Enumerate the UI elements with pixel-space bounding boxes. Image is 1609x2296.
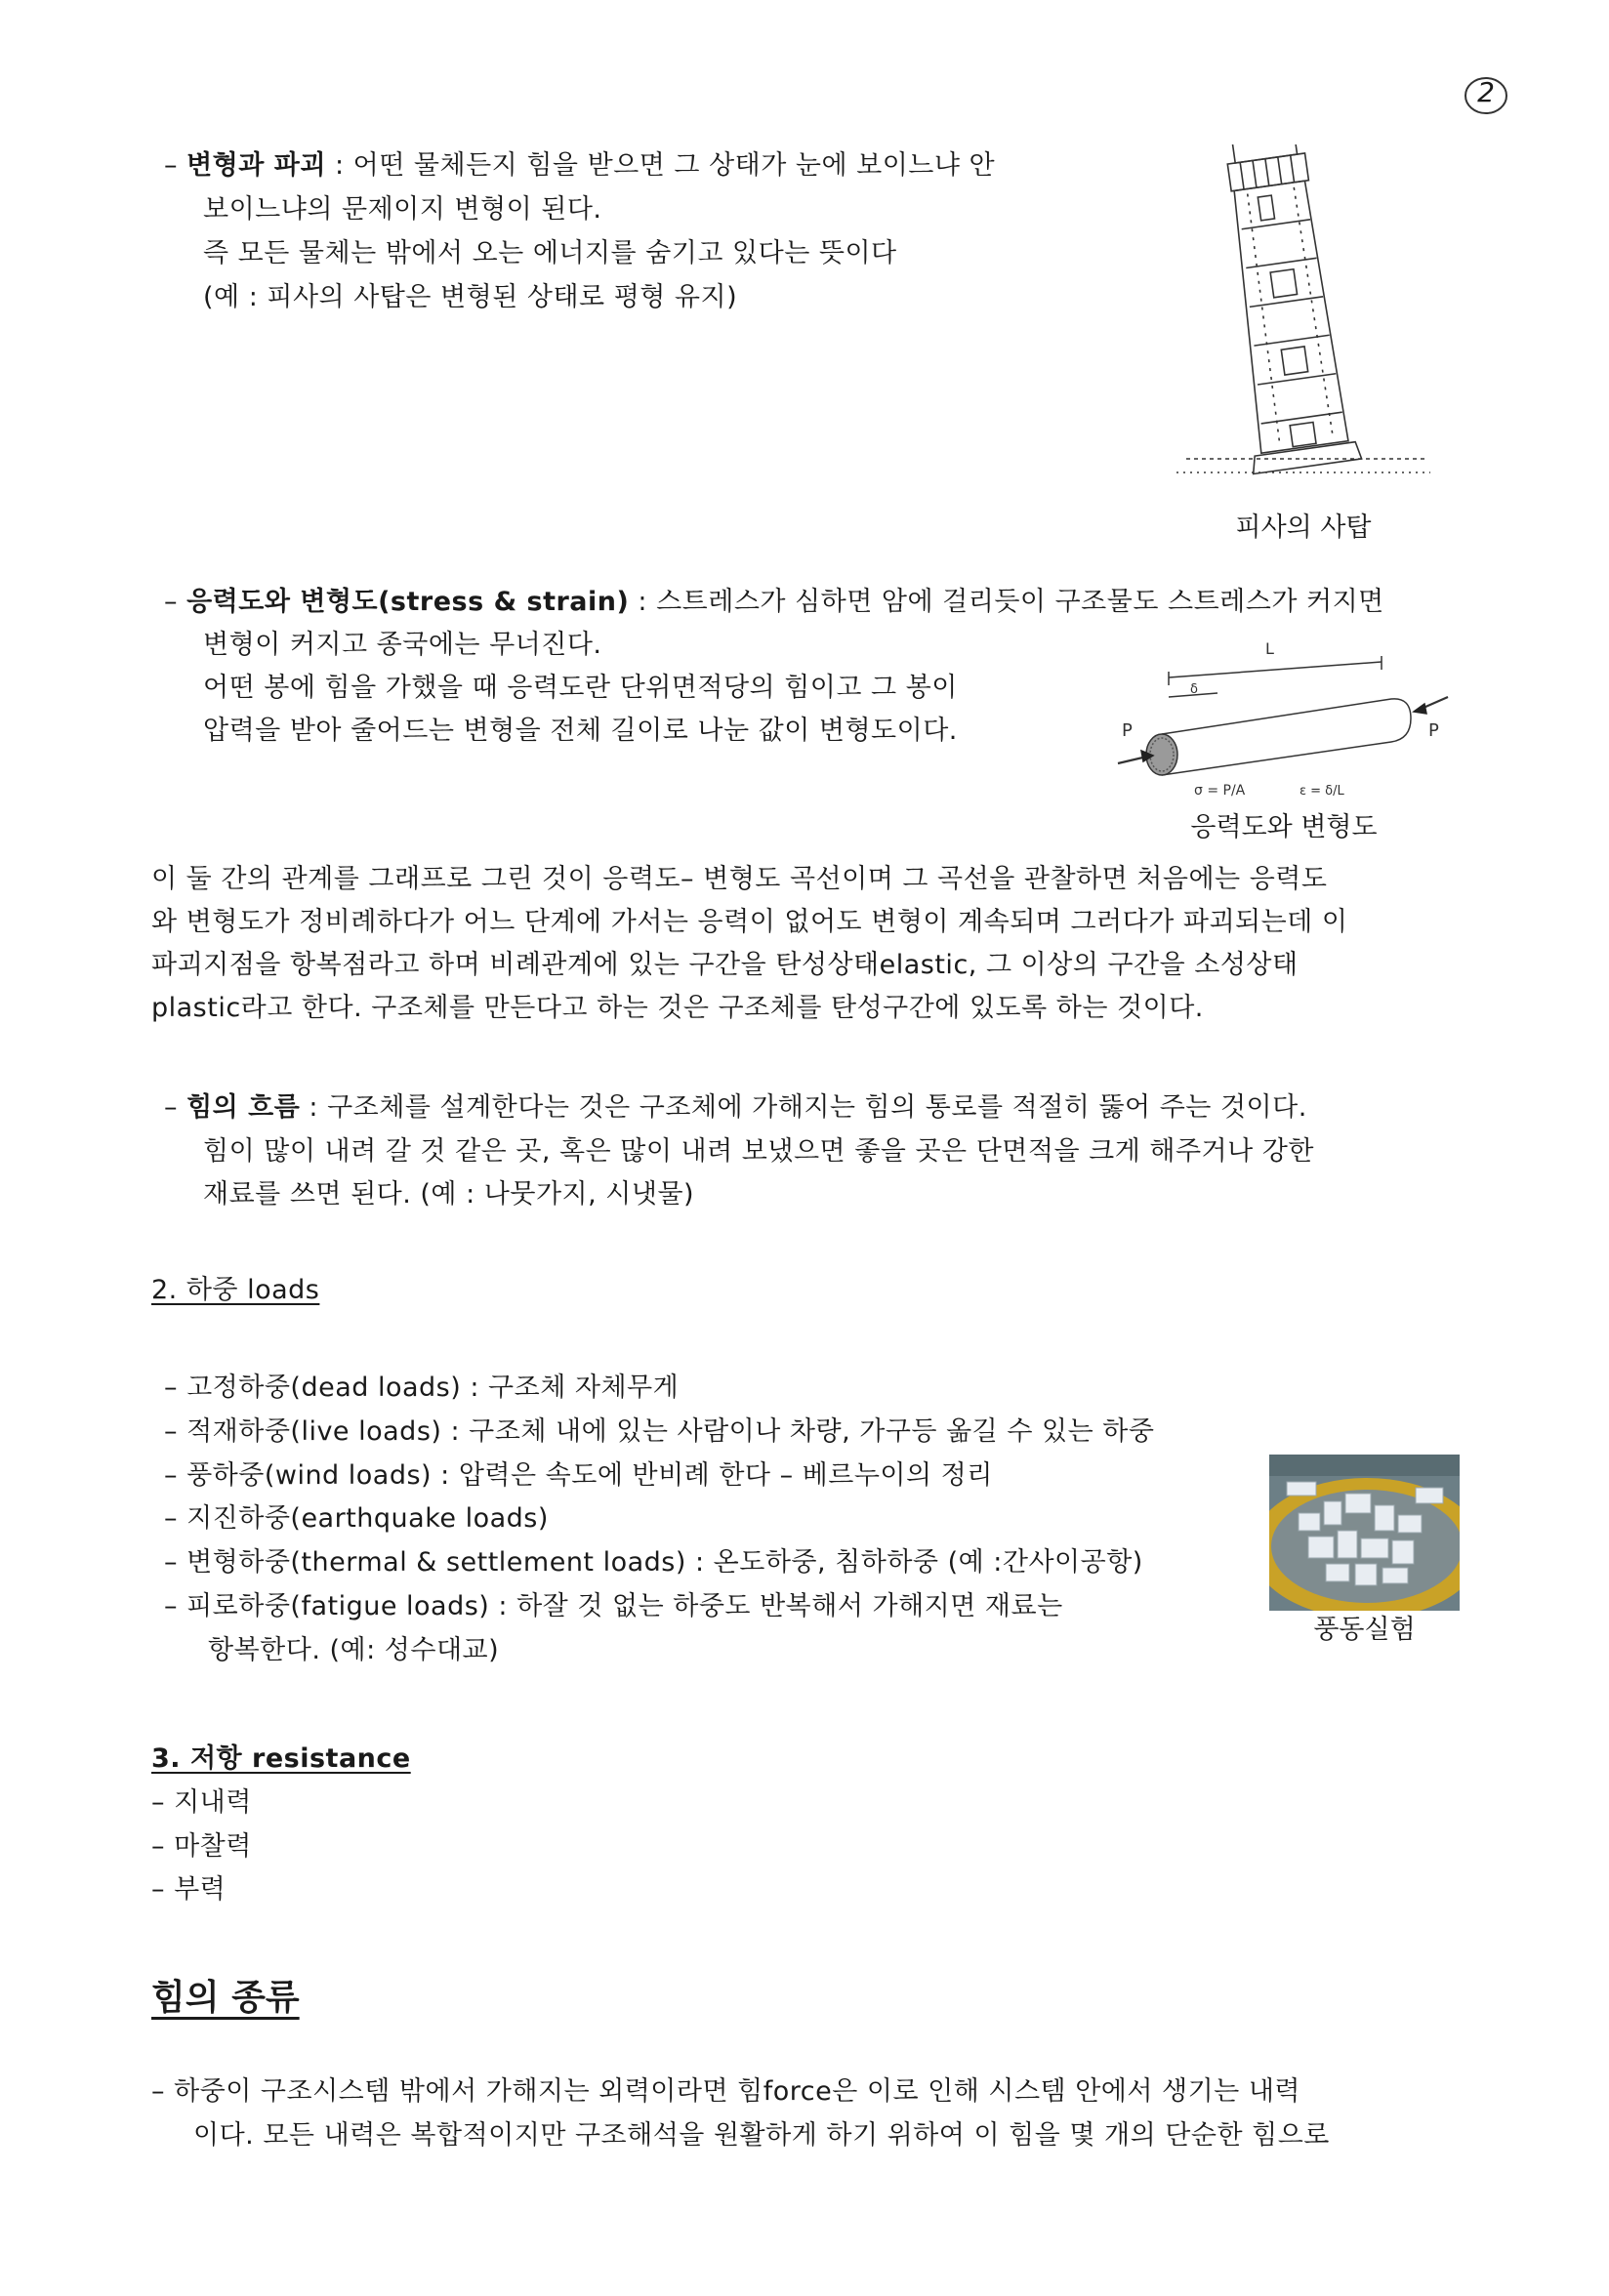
deformation-line-3: 즉 모든 물체는 밖에서 오는 에너지를 숨기고 있다는 뜻이다 [203,238,897,268]
force-flow-line-1-text: : 구조체를 설계한다는 것은 구조체에 가해지는 힘의 통로를 적절히 뚫어 주는 것이다. [300,1092,1307,1123]
force-types-heading: 힘의 종류 [151,1978,300,2018]
load-item: – 지진하중(earthquake loads) [164,1503,549,1534]
deformation-line-1 [164,144,995,187]
rod-outline [1162,699,1411,775]
loads-heading: 2. 하중 loads [151,1275,320,1305]
stress-title: 응력도와 변형도 [186,587,379,617]
bullet: – [164,150,178,181]
stress-title-paren: (stress & strain) [378,587,630,617]
wind-tunnel-model-image [1269,1455,1460,1611]
stress-strain-diagram [1108,636,1460,807]
stress-line-2: 변형이 커지고 종국에는 무너진다. [203,630,602,660]
pisa-tower-figure [1176,144,1435,515]
formula-stress: σ = P/A [1194,783,1246,799]
curve-paragraph-line-1: 이 둘 간의 관계를 그래프로 그린 것이 응력도– 변형도 곡선이며 그 곡선을 관찰하면 처음에는 응력도 [151,864,1328,894]
stress-line-4: 압력을 받아 줄어드는 변형을 전체 길이로 나눈 값이 변형도이다. [203,716,958,746]
label-force-right: P [1428,720,1439,741]
resistance-item: – 지내력 [151,1787,252,1818]
bullet: – [164,1092,178,1123]
curve-paragraph-line-4: plastic라고 한다. 구조체를 만든다고 하는 것은 구조체를 탄성구간에 있도록 하는 것이다. [151,993,1204,1023]
curve-paragraph-line-2: 와 변형도가 정비례하다가 어느 단계에 가서는 응력이 없어도 변형이 계속되며 그러다가 파괴되는데 이 [151,907,1348,937]
force-types-line-1: – 하중이 구조시스템 밖에서 가해지는 외력이라면 힘force은 이로 인해 시스템 안에서 생기는 내력 [151,2076,1301,2107]
deformation-line-1-text: : 어떤 물체든지 힘을 받으면 그 상태가 눈에 보이느냐 안 [325,150,996,181]
force-flow-line-1 [164,1086,1307,1129]
stress-line-1-text: : 스트레스가 심하면 암에 걸리듯이 구조물도 스트레스가 커지면 [629,587,1384,617]
page-number [1463,72,1509,119]
pisa-tower-sketch [1176,144,1435,515]
bullet: – [164,587,178,617]
pisa-figure-caption: 피사의 사탑 [1235,512,1372,543]
force-flow-line-2: 힘이 많이 내려 갈 것 같은 곳, 혹은 많이 내려 보냈으면 좋을 곳은 단면적을 크게 해주거나 강한 [203,1136,1314,1167]
resistance-item: – 부력 [151,1874,227,1905]
load-item: – 피로하중(fatigue loads) : 하잘 것 없는 하중도 반복해서 가해지면 재료는 [164,1591,1063,1621]
load-item: – 변형하중(thermal & settlement loads) : 온도하중, 침하하중 (예 :간사이공항) [164,1547,1143,1578]
force-flow-line-3: 재료를 쓰면 된다. (예 : 나뭇가지, 시냇물) [203,1179,695,1210]
load-item: – 적재하중(live loads) : 구조체 내에 있는 사람이나 차량, 가구등 옮길 수 있는 하중 [164,1416,1155,1447]
curve-paragraph-line-3: 파괴지점을 항복점라고 하며 비례관계에 있는 구간을 탄성상태elastic, 그 이상의 구간을 소성상태 [151,950,1299,980]
stress-figure-caption: 응력도와 변형도 [1190,812,1378,842]
load-item: – 풍하중(wind loads) : 압력은 속도에 반비례 한다 – 베르누이의 정리 [164,1460,993,1491]
label-force-left: P [1122,720,1133,741]
resistance-item: – 마찰력 [151,1831,252,1862]
label-delta: δ [1190,682,1198,697]
deformation-title: 변형과 파괴 [186,150,326,181]
stress-strain-figure [1108,636,1460,807]
stress-line-3: 어떤 봉에 힘을 가했을 때 응력도란 단위면적당의 힘이고 그 봉이 [203,673,958,703]
load-item: – 고정하중(dead loads) : 구조체 자체무게 [164,1373,680,1403]
page-number-text: 2 [1477,76,1495,108]
formula-strain: ε = δ/L [1300,784,1344,799]
wind-tunnel-photo [1269,1455,1460,1611]
deformation-line-4: (예 : 피사의 사탑은 변형된 상태로 평형 유지) [203,282,738,312]
label-length: L [1265,639,1274,658]
stress-line-1 [164,580,1384,624]
resistance-heading: 3. 저항 resistance [151,1743,411,1774]
deformation-line-2: 보이느냐의 문제이지 변형이 된다. [203,194,602,225]
wind-tunnel-caption: 풍동실험 [1313,1615,1416,1645]
force-flow-title: 힘의 흐름 [186,1092,301,1123]
load-item-continuation: 항복한다. (예: 성수대교) [208,1635,500,1665]
length-dimension-line [1169,662,1382,677]
force-types-line-2: 이다. 모든 내력은 복합적이지만 구조해석을 원활하게 하기 위하여 이 힘을 몇 개의 단순한 힘으로 [193,2120,1330,2151]
